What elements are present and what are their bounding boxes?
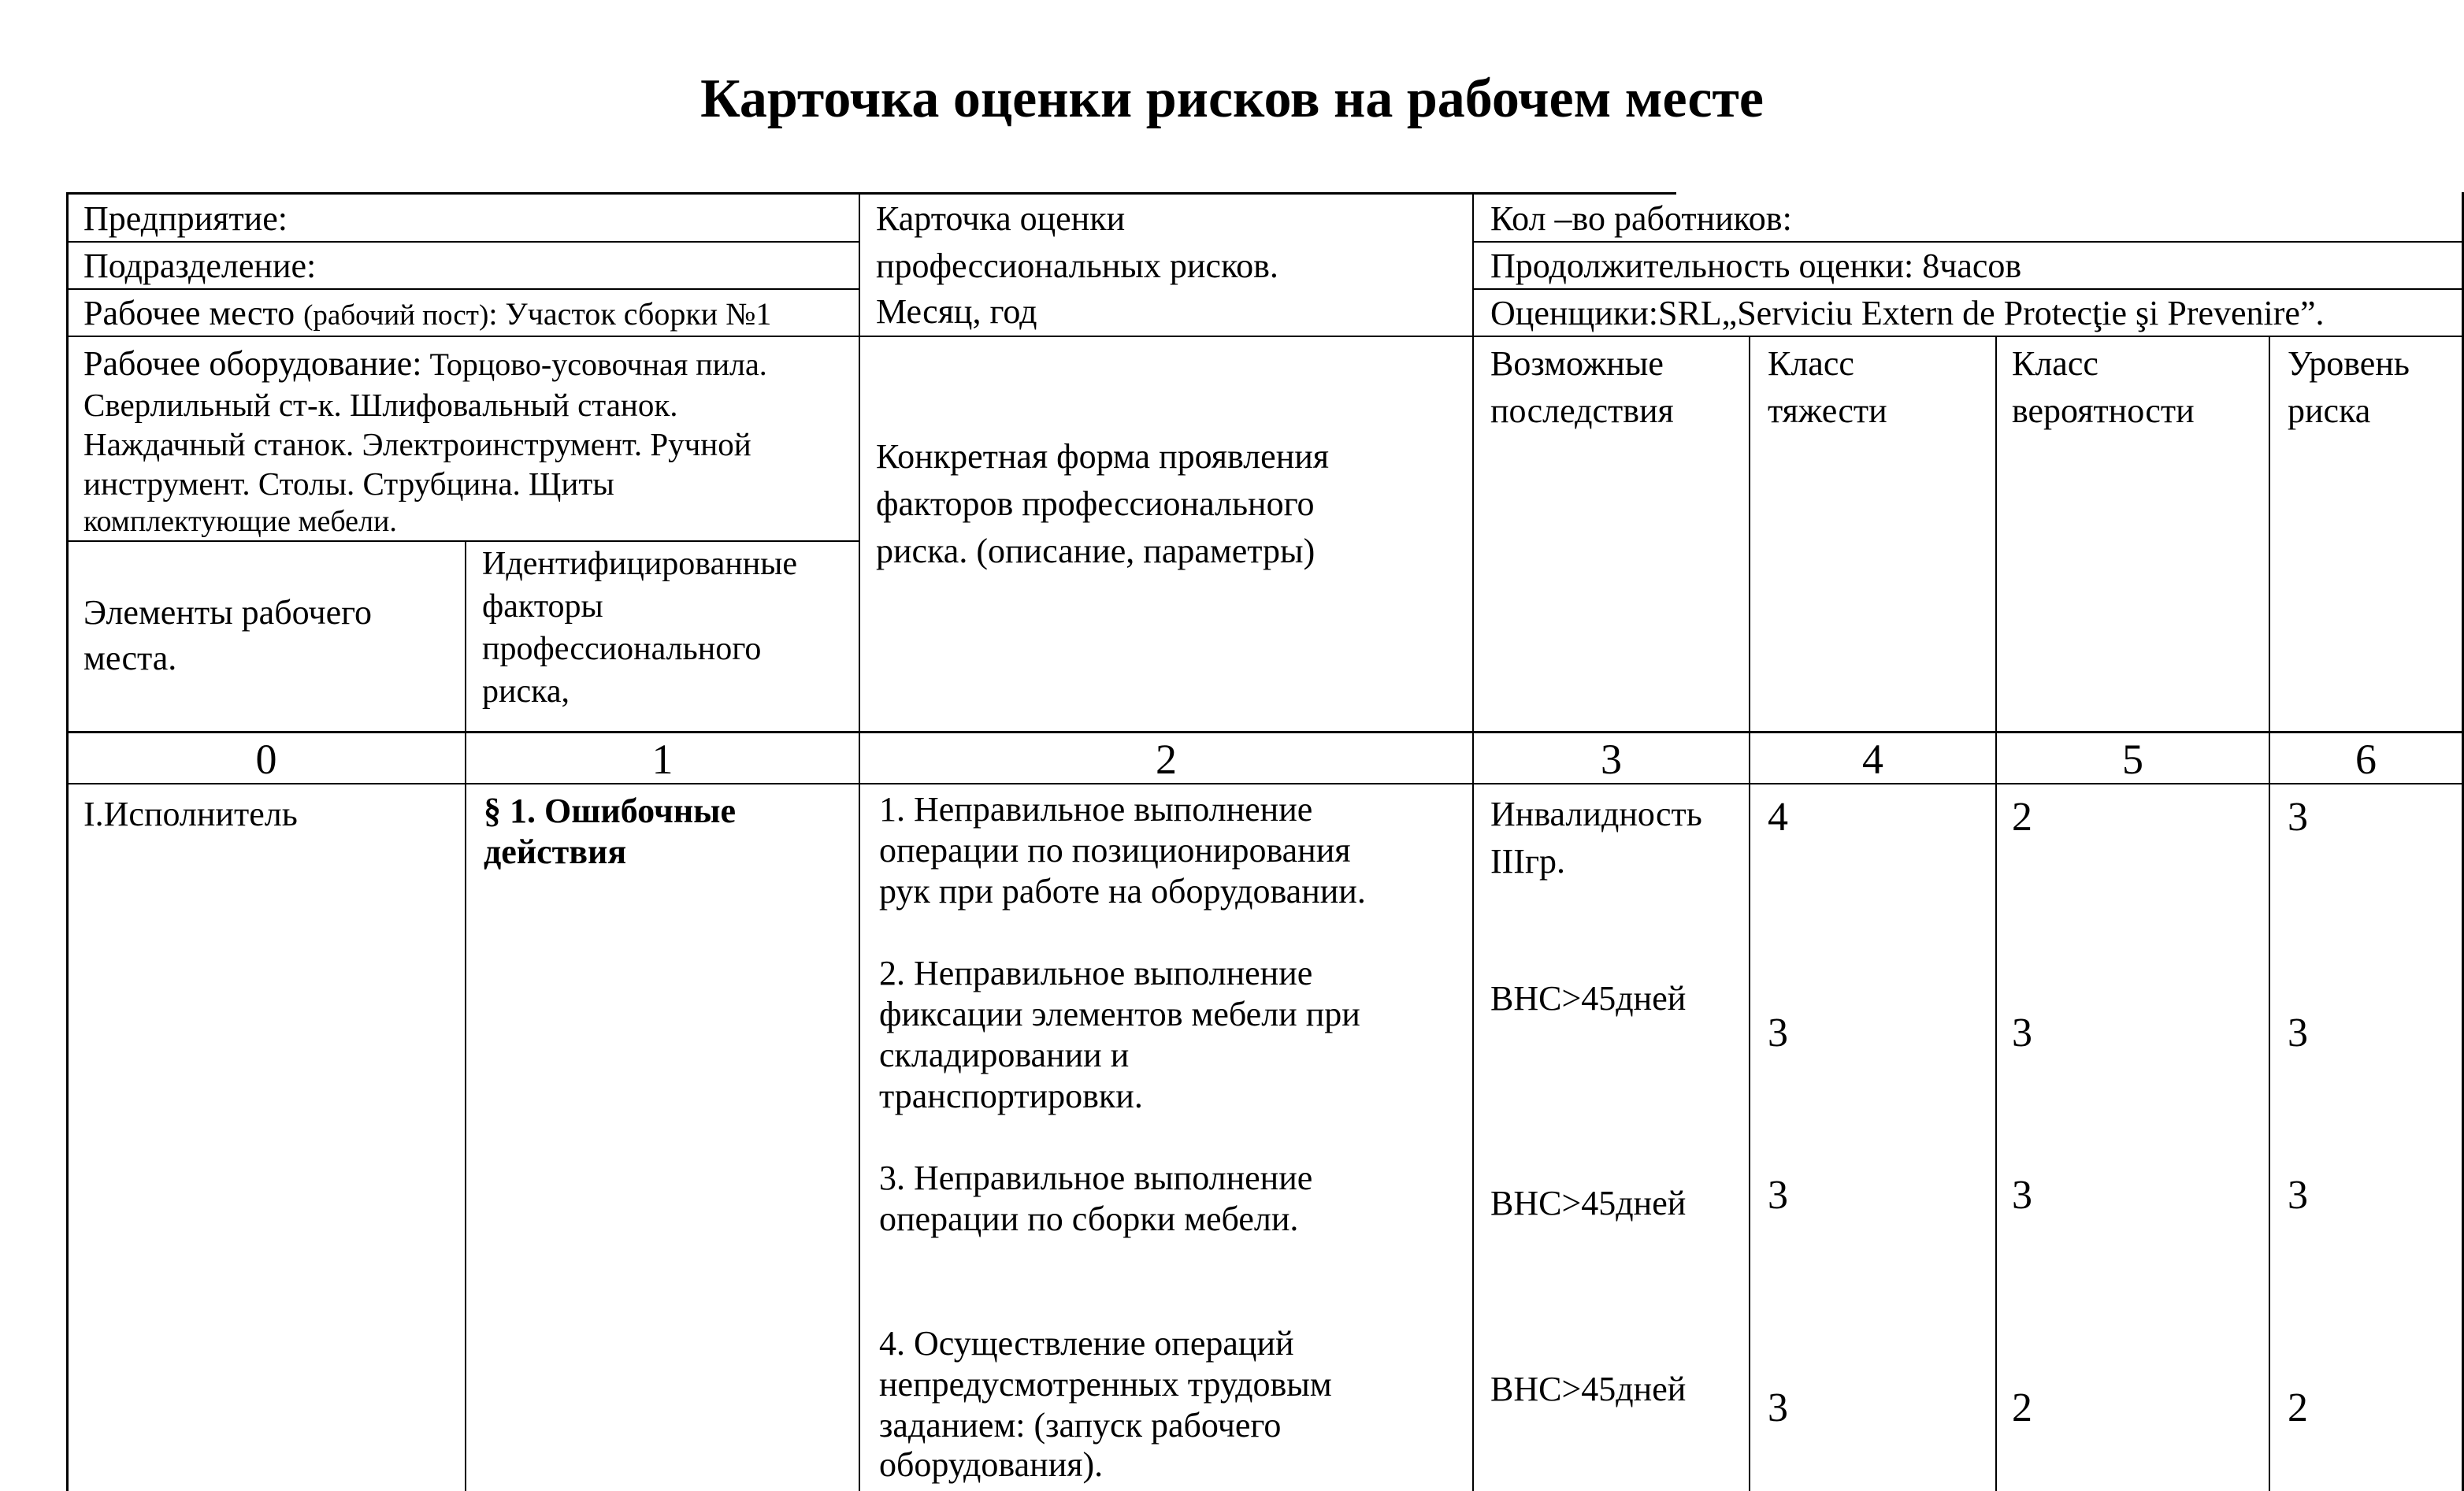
card-line-3: Месяц, год xyxy=(876,292,1037,331)
row-4-description-4: оборудования). xyxy=(879,1445,1104,1484)
row-4-description-3: заданием: (запуск рабочего xyxy=(879,1406,1282,1445)
row-3-consequence: ВНС>45дней xyxy=(1490,1184,1687,1222)
row-3-description-2: операции по сборки мебели. xyxy=(879,1200,1299,1238)
row-1-probability: 2 xyxy=(2012,795,2032,840)
enterprise-label: Предприятие: xyxy=(83,199,288,238)
col-factors-header-2: факторы xyxy=(482,588,603,625)
row-1-description-3: рук при работе на оборудовании. xyxy=(879,872,1366,911)
row-2-risk: 3 xyxy=(2288,1011,2308,1055)
division-label: Подразделение: xyxy=(83,247,317,285)
row-1-severity: 4 xyxy=(1768,795,1788,840)
col-probability-header-2: вероятности xyxy=(2012,391,2195,430)
row-4-description-2: непредусмотренных трудовым xyxy=(879,1365,1332,1404)
duration-label: Продолжительность оценки: 8часов xyxy=(1490,247,2022,285)
workplace-label: Рабочее место xyxy=(83,294,295,332)
row-1-consequence-1: Инвалидность xyxy=(1490,795,1702,833)
col-risk-header-1: Уровень xyxy=(2288,344,2410,383)
row-4-risk: 2 xyxy=(2288,1385,2308,1430)
col-number-0: 0 xyxy=(255,736,277,783)
col-elements-header-1: Элементы рабочего xyxy=(83,593,373,632)
row-2-description-1: 2. Неправильное выполнение xyxy=(879,954,1313,992)
col-number-6: 6 xyxy=(2355,736,2377,783)
equipment-line-5: комплектующие мебели. xyxy=(83,505,397,538)
col-elements-header-2: места. xyxy=(83,639,177,677)
col-number-5: 5 xyxy=(2122,736,2143,783)
factor-cell-1: § 1. Ошибочные xyxy=(484,792,737,830)
row-1-consequence-2: IIIгр. xyxy=(1490,842,1566,881)
row-4-probability: 2 xyxy=(2012,1385,2032,1430)
equipment-line-2: Сверлильный ст-к. Шлифовальный станок. xyxy=(83,387,678,423)
row-3-severity: 3 xyxy=(1768,1173,1788,1218)
row-3-description-1: 3. Неправильное выполнение xyxy=(879,1159,1313,1197)
card-line-2: профессиональных рисков. xyxy=(876,247,1278,285)
element-cell: I.Исполнитель xyxy=(83,795,298,833)
row-1-description-2: операции по позиционирования xyxy=(879,831,1351,870)
row-1-description-1: 1. Неправильное выполнение xyxy=(879,790,1313,829)
col-factors-header-3: профессионального xyxy=(482,631,762,667)
col-consequences-header-1: Возможные xyxy=(1490,344,1664,383)
row-4-consequence: ВНС>45дней xyxy=(1490,1370,1687,1408)
page-title: Карточка оценки рисков на рабочем месте xyxy=(700,69,1764,129)
col-risk-header-2: риска xyxy=(2288,391,2371,430)
row-4-description-1: 4. Осуществление операций xyxy=(879,1324,1294,1363)
equipment-line-4: инструмент. Столы. Струбцина. Щиты xyxy=(83,465,614,502)
row-1-risk: 3 xyxy=(2288,795,2308,840)
card-line-1: Карточка оценки xyxy=(876,199,1126,238)
col-form-header-1: Конкретная форма проявления xyxy=(876,437,1330,476)
col-form-header-2: факторов профессионального xyxy=(876,484,1315,523)
row-2-description-3: складировании и xyxy=(879,1036,1130,1074)
equipment-value: Торцово-усовочная пила. xyxy=(421,347,767,382)
workplace-line xyxy=(83,290,771,339)
col-severity-header-1: Класс xyxy=(1768,344,1854,383)
row-2-description-4: транспортировки. xyxy=(879,1077,1143,1115)
assessors-label: Оценщики:SRL„Serviciu Extern de Protecţie şi Prevenire”. xyxy=(1490,294,2325,332)
equipment-line-3: Наждачный станок. Электроинструмент. Ручной xyxy=(83,426,751,462)
col-number-4: 4 xyxy=(1862,736,1883,783)
row-2-consequence: ВНС>45дней xyxy=(1490,979,1687,1018)
col-number-3: 3 xyxy=(1601,736,1622,783)
col-severity-header-2: тяжести xyxy=(1768,391,1887,430)
row-3-risk: 3 xyxy=(2288,1173,2308,1218)
workers-label: Кол –во работников: xyxy=(1490,199,1792,238)
workplace-sub: (рабочий пост) xyxy=(303,299,489,332)
workplace-value: : Участок сборки №1 xyxy=(488,296,772,332)
col-factors-header-4: риска, xyxy=(482,673,570,710)
equipment-line-1 xyxy=(83,340,767,388)
equipment-label: Рабочее оборудование: xyxy=(83,344,422,383)
col-form-header-3: риска. (описание, параметры) xyxy=(876,532,1315,570)
row-2-severity: 3 xyxy=(1768,1011,1788,1055)
col-number-2: 2 xyxy=(1156,736,1177,783)
row-2-probability: 3 xyxy=(2012,1011,2032,1055)
row-3-probability: 3 xyxy=(2012,1173,2032,1218)
col-probability-header-1: Класс xyxy=(2012,344,2098,383)
col-factors-header-1: Идентифицированные xyxy=(482,546,798,582)
row-2-description-2: фиксации элементов мебели при xyxy=(879,995,1360,1033)
col-number-1: 1 xyxy=(651,736,674,783)
row-4-severity: 3 xyxy=(1768,1385,1788,1430)
factor-cell-2: действия xyxy=(484,833,627,871)
col-consequences-header-2: последствия xyxy=(1490,391,1674,430)
